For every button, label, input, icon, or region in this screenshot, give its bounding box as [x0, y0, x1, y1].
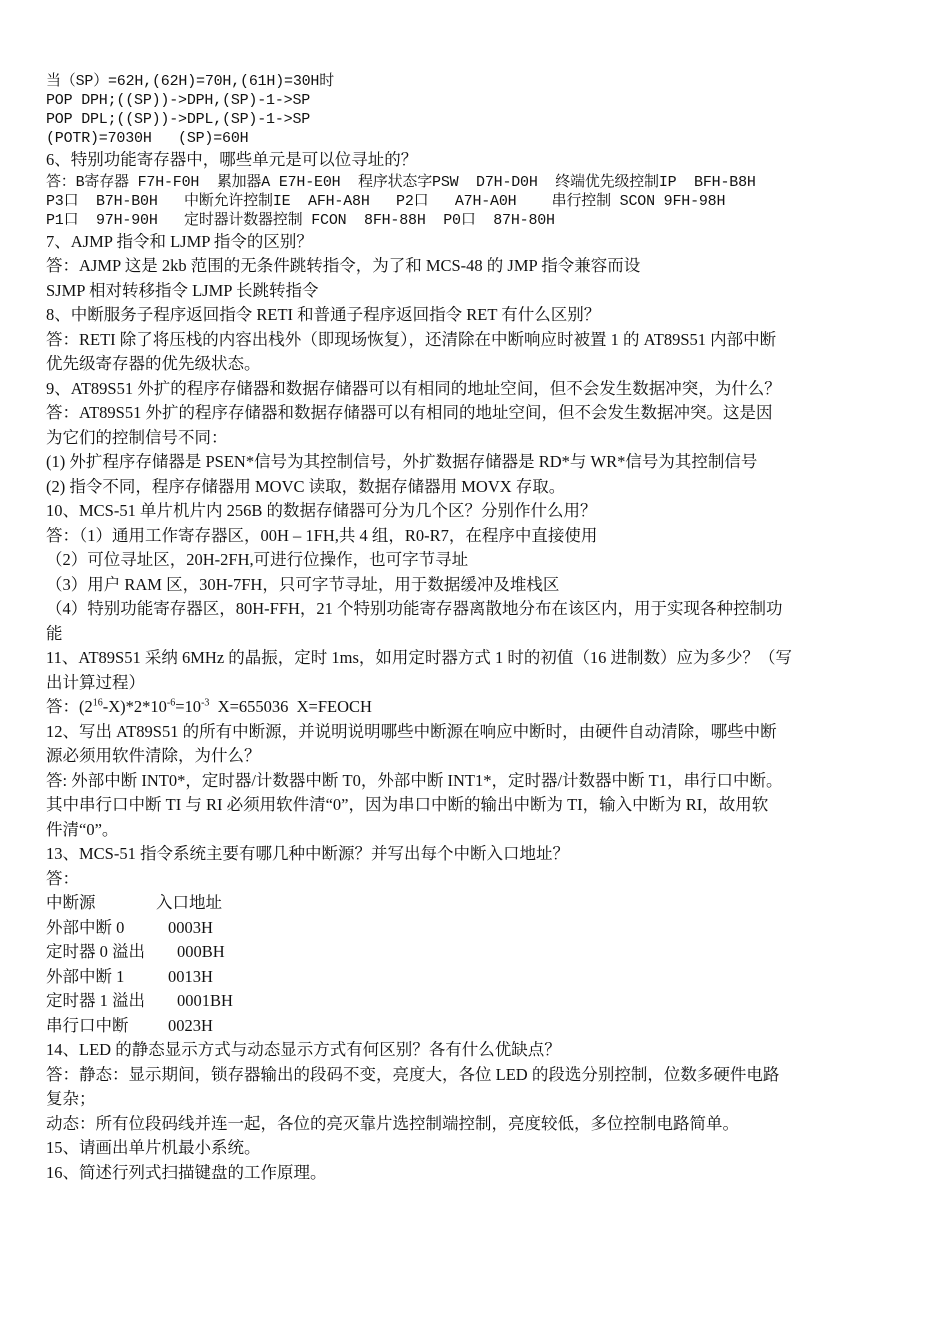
q10-answer-line-2: （2）可位寻址区，20H-2FH,可进行位操作，也可字节寻址: [46, 550, 469, 569]
q14-question: 14、LED 的静态显示方式与动态显示方式有何区别？各有什么优缺点？: [46, 1040, 561, 1059]
q8-question: 8、中断服务子程序返回指令 RETI 和普通子程序返回指令 RET 有什么区别？: [46, 305, 601, 324]
q13-row-address: 000BH: [177, 942, 225, 961]
q7-question: 7、AJMP 指令和 LJMP 指令的区别？: [46, 231, 313, 251]
q9-answer-line-4: (2) 指令不同，程序存储器用 MOVC 读取，数据存储器用 MOVX 存取。: [46, 476, 566, 496]
q13-row-source: 外部中断 1: [46, 966, 125, 986]
q11-answer-mid-2: =10: [175, 697, 202, 716]
q12-answer-line-3: 件清“0”。: [46, 819, 119, 839]
q13-table-row: [46, 916, 908, 941]
q9-answer-line-3: (1) 外扩程序存储器是 PSEN*信号为其控制信号，外扩数据存储器是 RD*与 WR*信号为其控制信号: [46, 452, 758, 471]
q10-answer-line-4: （4）特别功能寄存器区，80H-FFH，21 个特别功能寄存器离散地分布在该区内，用于实现各种控制功: [46, 599, 783, 618]
q9-answer-line-2: 为它们的控制信号不同：: [46, 427, 228, 447]
q9-answer-line-1: 答：AT89S51 外扩的程序存储器和数据存储器可以有相同的地址空间，但不会发生数据冲突。这是因: [46, 403, 773, 422]
q12-answer-line-1: 答: 外部中断 INT0*，定时器/计数器中断 T0，外部中断 INT1*，定时器/计数器中断 T1，串行口中断。: [46, 770, 783, 790]
q8-answer-line-1: 答：RETI 除了将压栈的内容出栈外（即现场恢复），还清除在中断响应时被置 1 的 AT89S51 内部中断: [46, 329, 777, 349]
q16-question: 16、简述行列式扫描键盘的工作原理。: [46, 1162, 327, 1182]
q13-row-address: 0023H: [168, 1015, 213, 1035]
q13-row-source: 串行口中断: [46, 1015, 129, 1035]
q13-row-source: 定时器 1 溢出: [46, 991, 145, 1010]
q13-row-source: 外部中断 0: [46, 917, 125, 937]
q7-answer-line-1: 答：AJMP 这是 2kb 范围的无条件跳转指令，为了和 MCS-48 的 JMP 指令兼容而设: [46, 256, 641, 275]
q11-answer-prefix: 答：(2: [46, 697, 93, 716]
q10-answer-line-5: 能: [46, 623, 63, 643]
q10-answer-line-1: 答：（1）通用工作寄存器区，00H – 1FH,共 4 组，R0-R7，在程序中直接使用: [46, 525, 598, 545]
q11-question-line-1: 11、AT89S51 采纳 6MHz 的晶振，定时 1ms，如用定时器方式 1 时的初值（16 进制数）应为多少？（写: [46, 648, 793, 667]
potr-line: (POTR)=7030H (SP)=60H: [46, 130, 249, 147]
q10-question: 10、MCS-51 单片机片内 256B 的数据存储器可分为几个区？分别作什么用？: [46, 501, 597, 520]
q12-answer-line-2: 其中串行口中断 TI 与 RI 必须用软件清“0”，因为串口中断的输出中断为 TI，输入中断为 RI，故用软: [46, 795, 769, 814]
q13-table-row: [46, 940, 908, 965]
q13-table-header: [46, 891, 908, 916]
q6-answer-line-2: P3口 B7H-B0H 中断允许控制IE AFH-A8H P2口 A7H-A0H 串行控制 SCON 9FH-98H: [46, 192, 726, 210]
q7-answer-line-2: SJMP 相对转移指令 LJMP 长跳转指令: [46, 280, 319, 300]
q13-row-address: 0013H: [168, 966, 213, 986]
q13-header-address: 入口地址: [156, 893, 222, 912]
q8-answer-line-2: 优先级寄存器的优先级状态。: [46, 354, 261, 373]
q13-answer-label: 答：: [46, 868, 79, 888]
pop-dpl-line: POP DPL;((SP))->DPL,(SP)-1->SP: [46, 111, 311, 128]
q13-table-row: [46, 965, 908, 990]
q12-question-line-1: 12、写出 AT89S51 的所有中断源，并说明说明哪些中断源在响应中断时，由硬件自动清除，哪些中断: [46, 721, 777, 741]
q14-answer-line-2: 复杂；: [46, 1089, 96, 1108]
q6-answer-line-3: P1口 97H-90H 定时器计数器控制 FCON 8FH-88H P0口 87H-80H: [46, 211, 555, 229]
q11-answer: [46, 695, 908, 720]
q10-answer-line-3: （3）用户 RAM 区，30H-7FH，只可字节寻址，用于数据缓冲及堆栈区: [46, 574, 560, 594]
q11-exponent-minus-6: -6: [166, 697, 176, 709]
q12-question-line-2: 源必须用软件清除，为什么？: [46, 746, 261, 765]
q13-header-source: 中断源: [46, 893, 96, 912]
document-page: [46, 72, 908, 1185]
q11-question-line-2: 出计算过程）: [46, 672, 145, 692]
q15-question: 15、请画出单片机最小系统。: [46, 1138, 261, 1157]
q11-answer-mid-1: -X)*2*10: [102, 697, 167, 716]
q14-answer-line-1: 答：静态：显示期间，锁存器输出的段码不变，亮度大，各位 LED 的段选分别控制，位数多硬件电路: [46, 1064, 780, 1084]
q13-table-row: [46, 1014, 908, 1039]
q9-question: 9、AT89S51 外扩的程序存储器和数据存储器可以有相同的地址空间，但不会发生数据冲突，为什么？: [46, 378, 781, 398]
q11-exponent-minus-3: -3: [201, 697, 210, 709]
q13-table-row: [46, 989, 908, 1014]
q11-answer-tail: X=655036 X=FEOCH: [209, 697, 372, 716]
q6-answer-line-1: 答：B寄存器 F7H-F0H 累加器A E7H-E0H 程序状态字PSW D7H-D0H 终端优先级控制IP BFH-B8H: [46, 173, 756, 191]
q6-question: 6、特别功能寄存器中，哪些单元是可以位寻址的？: [46, 150, 418, 169]
q13-row-address: 0001BH: [177, 991, 233, 1010]
sp-line: 当（SP）=62H,(62H)=70H,(61H)=30H时: [46, 73, 335, 90]
q13-question: 13、MCS-51 指令系统主要有哪几种中断源？并写出每个中断入口地址？: [46, 844, 569, 863]
pop-dph-line: POP DPH;((SP))->DPH,(SP)-1->SP: [46, 92, 311, 109]
q13-row-address: 0003H: [168, 917, 213, 937]
q11-exponent-16: 16: [92, 697, 103, 709]
q13-row-source: 定时器 0 溢出: [46, 942, 145, 961]
q14-answer-line-3: 动态：所有位段码线并连一起，各位的亮灭靠片选控制端控制，亮度较低，多位控制电路简单。: [46, 1113, 739, 1133]
